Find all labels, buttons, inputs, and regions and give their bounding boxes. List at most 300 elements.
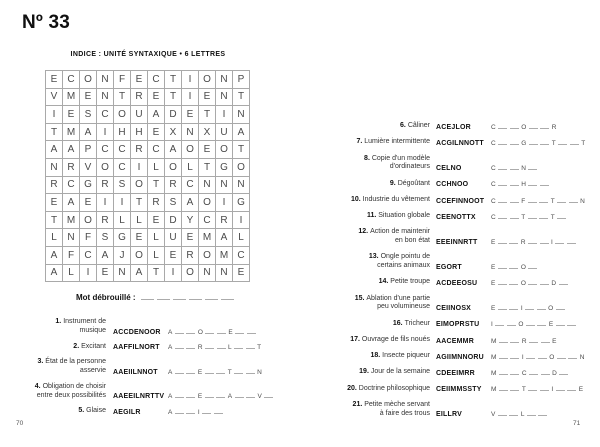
grid-cell: O — [182, 265, 199, 283]
grid-cell: A — [165, 141, 182, 159]
grid-cell: X — [165, 124, 182, 142]
grid-cell: U — [165, 229, 182, 247]
grid-cell: O — [182, 141, 199, 159]
grid-cell: O — [199, 71, 216, 89]
pattern-blank — [567, 241, 576, 244]
pattern-letter: F — [521, 197, 526, 205]
grid-cell: R — [216, 212, 233, 230]
answer-pattern — [491, 305, 598, 312]
clue-number: 15. — [354, 294, 367, 302]
grid-cell: A — [216, 229, 233, 247]
pattern-letter: O — [548, 305, 554, 312]
grid-cell: T — [148, 265, 165, 283]
pattern-letter: E — [491, 305, 496, 312]
pattern-blank — [186, 411, 195, 414]
clue-number: 20. — [347, 384, 359, 392]
pattern-blank — [556, 307, 565, 310]
pattern-letter: I — [551, 238, 553, 246]
grid-cell: G — [80, 177, 97, 195]
pattern-blank — [540, 388, 549, 391]
answer-pattern — [168, 344, 290, 351]
grid-cell: L — [182, 159, 199, 177]
grid-cell: D — [165, 106, 182, 124]
pattern-blank — [570, 142, 579, 145]
pattern-blank — [528, 183, 537, 186]
answer-pattern — [168, 409, 290, 416]
clue-text: 13. Ongle pointu de certains animaux — [368, 253, 430, 269]
answer-pattern — [491, 165, 598, 172]
grid-cell: O — [97, 159, 114, 177]
pattern-blank — [540, 282, 549, 285]
pattern-letter: A — [227, 393, 233, 401]
grid-cell: J — [114, 247, 131, 265]
anagram-letters: AAEIILNNOT — [113, 368, 158, 376]
grid-cell: A — [182, 194, 199, 212]
grid-cell: M — [199, 229, 216, 247]
pattern-blank — [540, 183, 549, 186]
answer-pattern — [491, 386, 598, 393]
pattern-blank — [510, 200, 519, 203]
clue-row — [312, 155, 598, 173]
pattern-blank — [235, 395, 244, 398]
grid-cell: E — [97, 265, 114, 283]
pattern-letter: I — [521, 353, 524, 361]
grid-cell: N — [97, 89, 114, 107]
clue-number: 9. — [389, 179, 398, 187]
pattern-blank — [499, 356, 508, 359]
clues-left — [16, 318, 290, 423]
grid-cell: T — [165, 71, 182, 89]
grid-cell: T — [46, 212, 63, 230]
answer-pattern — [491, 214, 598, 221]
pattern-blank — [205, 346, 214, 349]
pattern-blank — [567, 388, 576, 391]
pattern-blank — [498, 142, 507, 145]
grid-cell: P — [80, 141, 97, 159]
pattern-blank — [528, 282, 537, 285]
pattern-letter: A — [168, 409, 173, 416]
pattern-blank — [510, 388, 519, 391]
clue-row — [16, 318, 290, 336]
clue-text: 5. Glaise — [78, 407, 106, 415]
grid-cell: N — [199, 265, 216, 283]
clue-text: 21. Petite mèche servant à faire des trous — [352, 400, 430, 417]
pattern-blank — [529, 340, 538, 343]
pattern-blank — [216, 371, 225, 374]
pattern-blank — [157, 297, 170, 300]
pattern-letter: A — [168, 328, 173, 336]
clue-text: 9. Dégoûtant — [389, 179, 430, 187]
clue-row — [312, 253, 598, 271]
clue-number: 10. — [350, 195, 363, 203]
pattern-letter: O — [520, 280, 526, 287]
answer-pattern — [491, 354, 598, 361]
answer-pattern — [491, 411, 598, 418]
anagram-letters: AAFFILNORT — [113, 344, 160, 352]
grid-cell: Y — [182, 212, 199, 230]
grid-cell: O — [199, 247, 216, 265]
pattern-letter: T — [551, 140, 556, 147]
pattern-letter: E — [491, 238, 496, 246]
grid-cell: C — [199, 212, 216, 230]
grid-cell: E — [199, 141, 216, 159]
grid-cell: H — [131, 124, 148, 142]
pattern-blank — [498, 200, 507, 203]
pattern-letter: I — [520, 305, 523, 312]
pattern-blank — [510, 340, 519, 343]
grid-cell: G — [233, 194, 250, 212]
grid-cell: A — [131, 265, 148, 283]
pattern-blank — [495, 323, 504, 326]
grid-cell: I — [182, 89, 199, 107]
pattern-letter: C — [491, 181, 496, 189]
pattern-blank — [540, 126, 549, 129]
pattern-letter: E — [197, 368, 203, 376]
pattern-blank — [525, 307, 534, 310]
pattern-blank — [528, 388, 537, 391]
pattern-blank — [538, 413, 547, 416]
clue-number: 4. — [34, 382, 43, 390]
grid-cell: E — [233, 265, 250, 283]
clue-row — [312, 278, 598, 287]
grid-cell: T — [131, 194, 148, 212]
clue-number: 13. — [368, 253, 381, 261]
pattern-blank — [246, 395, 255, 398]
anagram-letters: ACCDENOOR — [113, 328, 161, 336]
grid-cell: A — [46, 265, 63, 283]
pattern-letter: T — [581, 140, 586, 147]
pattern-blank — [509, 413, 518, 416]
clue-row — [16, 383, 290, 401]
pattern-blank — [205, 297, 218, 300]
pattern-letter: T — [521, 213, 526, 221]
clue-text: 7. Lumière intermittente — [356, 138, 430, 146]
pattern-letter: O — [549, 353, 555, 361]
pattern-blank — [559, 372, 568, 375]
grid-cell: A — [63, 141, 80, 159]
pattern-blank — [528, 266, 537, 269]
pattern-letter: I — [551, 386, 554, 394]
pattern-blank — [559, 282, 568, 285]
pattern-blank — [527, 413, 536, 416]
grid-cell: C — [233, 247, 250, 265]
unscrambled-word-label: Mot débrouillé : — [76, 293, 136, 302]
pattern-blank — [540, 241, 549, 244]
pattern-letter: M — [491, 370, 497, 377]
anagram-letters: EIMOPRSTU — [436, 321, 480, 329]
clue-text: 1. Instrument de musique — [55, 318, 106, 334]
pattern-letter: T — [550, 213, 555, 221]
pattern-letter: R — [197, 344, 203, 352]
pattern-blank — [173, 297, 186, 300]
clues-right — [312, 122, 598, 426]
pattern-letter: A — [168, 393, 173, 401]
clue-text: 20. Doctrine philosophique — [347, 384, 430, 392]
pattern-letter: E — [578, 386, 584, 394]
grid-cell: O — [199, 194, 216, 212]
clue-text: 17. Ouvrage de fils noués — [350, 335, 430, 343]
pattern-blank — [541, 372, 550, 375]
grid-cell: S — [165, 194, 182, 212]
pattern-blank — [510, 167, 519, 170]
pattern-blank — [526, 356, 535, 359]
pattern-letter: L — [520, 411, 525, 419]
pattern-blank — [246, 371, 255, 374]
grid-cell: P — [233, 71, 250, 89]
grid-cell: E — [165, 247, 182, 265]
grid-cell: I — [80, 265, 97, 283]
grid-cell: E — [131, 229, 148, 247]
pattern-blank — [234, 371, 243, 374]
grid-cell: C — [80, 247, 97, 265]
anagram-letters: ACGILNNOTT — [436, 140, 484, 147]
anagram-letters: CCHNOO — [436, 181, 469, 189]
clue-row — [312, 212, 598, 221]
grid-cell: L — [148, 247, 165, 265]
pattern-blank — [175, 371, 184, 374]
grid-cell: A — [63, 194, 80, 212]
grid-cell: C — [114, 159, 131, 177]
clue-text: 19. Jour de la semaine — [359, 368, 430, 376]
clue-text: 6. Câliner — [400, 122, 430, 129]
pattern-blank — [498, 282, 507, 285]
pattern-blank — [509, 266, 518, 269]
pattern-letter: T — [257, 344, 262, 352]
grid-cell: R — [148, 194, 165, 212]
grid-cell: R — [46, 177, 63, 195]
pattern-blank — [202, 411, 211, 414]
anagram-letters: CEIINOSX — [436, 305, 472, 312]
pattern-blank — [175, 411, 184, 414]
grid-cell: C — [114, 141, 131, 159]
answer-pattern — [168, 329, 290, 336]
clue-number: 12. — [358, 228, 371, 236]
pattern-letter: N — [580, 197, 585, 205]
pattern-blank — [567, 323, 576, 326]
clue-row — [312, 385, 598, 394]
pattern-letter: D — [551, 280, 557, 287]
clue-row — [312, 336, 598, 345]
clue-number: 8. — [364, 154, 372, 162]
grid-cell: R — [131, 89, 148, 107]
grid-cell: O — [131, 177, 148, 195]
pattern-blank — [556, 388, 565, 391]
clue-row — [312, 401, 598, 419]
grid-cell: L — [131, 212, 148, 230]
pattern-blank — [217, 331, 226, 334]
grid-cell: H — [114, 124, 131, 142]
pattern-letter: T — [550, 197, 555, 205]
pattern-blank — [507, 323, 516, 326]
answer-pattern — [491, 264, 598, 271]
pattern-letter: N — [257, 368, 262, 376]
clue-text: 2. Excitant — [73, 342, 106, 350]
pattern-letter: I — [197, 409, 200, 416]
pattern-letter: O — [521, 123, 527, 131]
grid-cell: A — [233, 124, 250, 142]
pattern-blank — [510, 142, 519, 145]
pattern-letter: C — [491, 213, 496, 221]
answer-pattern — [491, 338, 598, 345]
grid-cell: A — [148, 106, 165, 124]
grid-cell: I — [216, 106, 233, 124]
unscrambled-word-line — [76, 293, 237, 302]
pattern-letter: T — [227, 368, 232, 376]
answer-pattern — [491, 370, 598, 377]
grid-cell: I — [182, 71, 199, 89]
clue-row — [16, 343, 290, 352]
pattern-blank — [529, 126, 538, 129]
grid-cell: E — [199, 89, 216, 107]
answer-pattern — [168, 393, 290, 400]
grid-cell: A — [46, 141, 63, 159]
pattern-blank — [528, 216, 537, 219]
grid-cell: O — [131, 247, 148, 265]
pattern-letter: V — [257, 393, 262, 401]
grid-cell: M — [63, 212, 80, 230]
grid-cell: C — [63, 71, 80, 89]
pattern-letter: R — [551, 123, 557, 131]
pattern-blank — [235, 331, 244, 334]
anagram-letters: AAEEILNRTTV — [113, 393, 165, 401]
pattern-letter: N — [521, 165, 526, 172]
clue-number: 14. — [378, 278, 391, 286]
anagram-letters: EEEINNRTT — [436, 238, 478, 246]
pattern-letter: O — [518, 321, 524, 329]
pattern-letter: C — [491, 123, 496, 131]
anagram-letters: AEGILR — [113, 409, 141, 416]
pattern-letter: A — [168, 368, 173, 376]
grid-cell: I — [46, 106, 63, 124]
grid-cell: L — [63, 265, 80, 283]
pattern-blank — [205, 371, 214, 374]
grid-cell: V — [46, 89, 63, 107]
puzzle-number-title: Nº 33 — [22, 12, 71, 33]
pattern-letter: M — [491, 386, 497, 394]
grid-cell: F — [80, 229, 97, 247]
pattern-letter: C — [491, 197, 496, 205]
pattern-blank — [510, 356, 519, 359]
grid-cell: S — [114, 177, 131, 195]
anagram-letters: CELNO — [436, 165, 462, 172]
grid-cell: M — [63, 89, 80, 107]
grid-cell: T — [199, 106, 216, 124]
clue-row — [312, 295, 598, 313]
pattern-letter: R — [520, 238, 526, 246]
clue-text: 16. Tricheur — [392, 319, 430, 327]
clue-number: 6. — [400, 122, 408, 129]
pattern-blank — [498, 241, 507, 244]
pattern-blank — [498, 307, 507, 310]
pattern-blank — [498, 167, 507, 170]
grid-cell: L — [114, 212, 131, 230]
pattern-blank — [510, 216, 519, 219]
pattern-letter: E — [548, 321, 554, 329]
grid-cell: F — [63, 247, 80, 265]
pattern-blank — [186, 331, 195, 334]
pattern-letter: T — [521, 386, 526, 394]
grid-cell: E — [148, 124, 165, 142]
clue-row — [312, 138, 598, 147]
pattern-letter: C — [491, 165, 496, 172]
clue-row — [312, 180, 598, 189]
grid-cell: R — [165, 177, 182, 195]
pattern-blank — [499, 388, 508, 391]
pattern-blank — [539, 216, 548, 219]
grid-cell: N — [182, 124, 199, 142]
pattern-blank — [175, 346, 184, 349]
pattern-letter: L — [228, 344, 232, 352]
grid-cell: U — [131, 106, 148, 124]
grid-cell: F — [114, 71, 131, 89]
clue-number: 5. — [78, 407, 87, 415]
pattern-blank — [557, 200, 566, 203]
clue-text: 4. Obligation de choisir entre deux possibilités — [34, 382, 106, 399]
pattern-blank — [234, 346, 243, 349]
pattern-blank — [246, 346, 255, 349]
grid-cell: N — [97, 71, 114, 89]
grid-cell: I — [131, 159, 148, 177]
anagram-letters: EILLRV — [436, 411, 462, 419]
pattern-letter: O — [520, 263, 526, 271]
pattern-blank — [528, 167, 537, 170]
clue-row — [16, 358, 290, 376]
pattern-letter: G — [521, 140, 527, 147]
hint-banner: INDICE : UNITÉ SYNTAXIQUE • 6 LETTRES — [70, 51, 226, 58]
clue-text: 18. Insecte piqueur — [370, 352, 430, 359]
grid-cell: C — [148, 141, 165, 159]
anagram-letters: ACDEEOSU — [436, 280, 478, 287]
page-number-left: 70 — [16, 420, 24, 427]
pattern-blank — [216, 395, 225, 398]
clue-number: 21. — [352, 400, 365, 408]
grid-cell: L — [148, 229, 165, 247]
grid-cell: T — [199, 159, 216, 177]
pattern-blank — [221, 297, 234, 300]
grid-cell: M — [216, 247, 233, 265]
pattern-blank — [498, 183, 507, 186]
pattern-blank — [205, 395, 214, 398]
grid-cell: E — [63, 106, 80, 124]
pattern-blank — [569, 200, 578, 203]
pattern-blank — [540, 142, 549, 145]
pattern-blank — [555, 241, 564, 244]
grid-cell: E — [80, 89, 97, 107]
pattern-blank — [189, 297, 202, 300]
pattern-letter: E — [197, 393, 203, 401]
grid-cell: O — [165, 159, 182, 177]
grid-cell: L — [233, 229, 250, 247]
pattern-blank — [175, 331, 184, 334]
pattern-blank — [510, 183, 519, 186]
pattern-blank — [510, 372, 519, 375]
grid-cell: T — [148, 177, 165, 195]
anagram-letters: AACEMMR — [436, 337, 474, 345]
grid-cell: O — [216, 141, 233, 159]
grid-cell: A — [97, 247, 114, 265]
pattern-blank — [529, 372, 538, 375]
grid-cell: C — [97, 141, 114, 159]
pattern-letter: C — [491, 140, 496, 147]
grid-cell: E — [148, 89, 165, 107]
pattern-blank — [537, 323, 546, 326]
pattern-blank — [498, 413, 507, 416]
grid-cell: R — [63, 159, 80, 177]
anagram-letters: ACEJLOR — [436, 123, 471, 131]
grid-cell: T — [46, 124, 63, 142]
grid-cell: C — [97, 106, 114, 124]
pattern-blank — [217, 346, 226, 349]
